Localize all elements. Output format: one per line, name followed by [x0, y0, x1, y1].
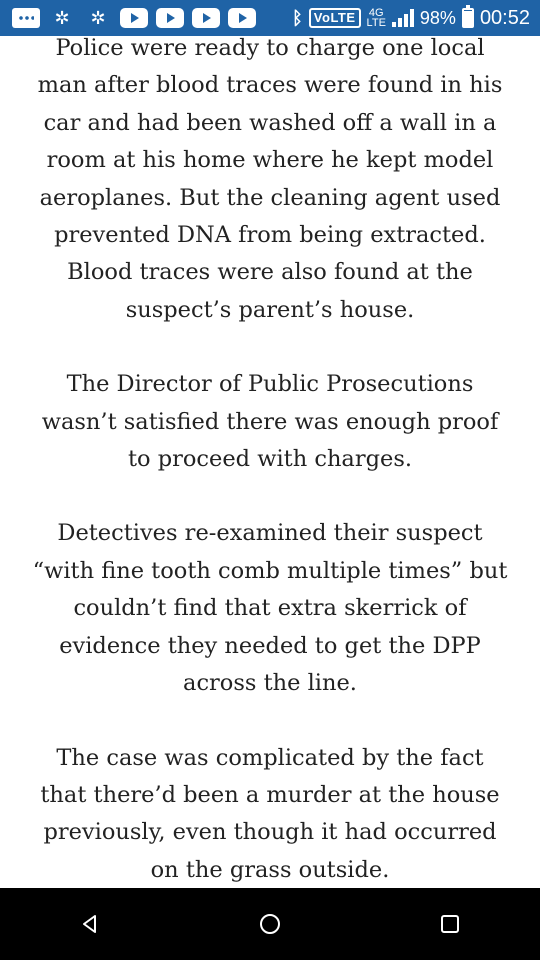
pinwheel-icon: ✲	[54, 8, 70, 28]
bluetooth-icon: ᛒ	[291, 7, 303, 28]
network-type	[367, 8, 386, 28]
back-button[interactable]	[60, 894, 120, 954]
article-paragraph: The Director of Public Prosecutions wasn’t satisfied there was enough proof to proceed with charges.	[41, 371, 499, 473]
youtube-icon	[156, 8, 184, 28]
message-icon	[12, 8, 40, 28]
recents-button[interactable]	[420, 894, 480, 954]
battery-charging-icon	[462, 8, 474, 28]
signal-icon	[392, 9, 414, 27]
pinwheel-icon: ✲	[90, 8, 106, 28]
volte-icon: VoLTE	[309, 8, 361, 28]
network-type-top: 4G	[368, 7, 384, 19]
article-paragraph: Police were ready to charge one local man after blood traces were found in his car and had been washed off a wall in a room at his home where he kept model aeroplanes. But the cleaning agent used prevented DNA from being extracted. Blood traces were also found at the suspect’s parent’s house.	[37, 36, 503, 323]
navigation-bar	[0, 888, 540, 960]
article-paragraph: The case was complicated by the fact that there’d been a murder at the house previously, even though it had occurred on the grass outside.	[40, 744, 500, 883]
back-icon	[79, 913, 101, 935]
recents-icon	[439, 913, 461, 935]
article-body	[0, 36, 540, 888]
notification-icons	[0, 8, 256, 28]
system-icons	[292, 7, 540, 30]
youtube-icon	[192, 8, 220, 28]
home-icon	[259, 913, 281, 935]
youtube-icon	[120, 8, 148, 28]
status-bar	[0, 0, 540, 36]
network-type-bottom: LTE	[366, 17, 386, 29]
youtube-icon	[228, 8, 256, 28]
clock: 00:52	[479, 6, 530, 29]
article-paragraph: Detectives re-examined their suspect “with fine tooth comb multiple times” but couldn’t find that extra skerrick of evidence they needed to get the DPP across the line.	[32, 520, 508, 697]
home-button[interactable]	[240, 894, 300, 954]
battery-percent: 98%	[419, 7, 456, 28]
